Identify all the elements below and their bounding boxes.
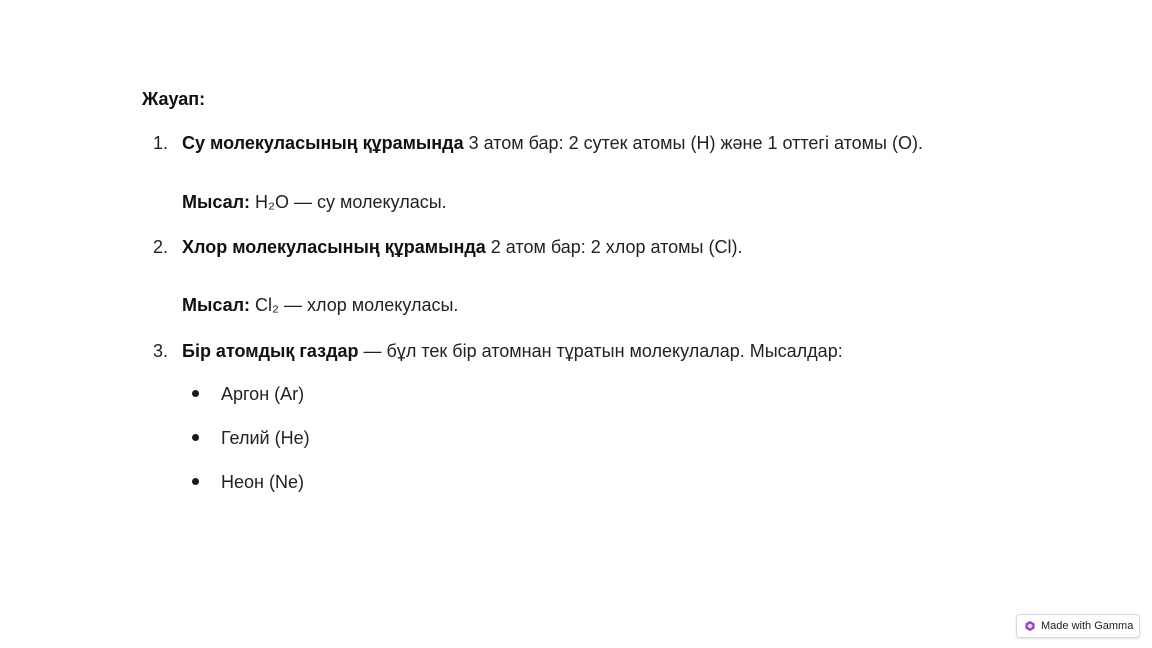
list-item-1-bold: Су молекуласының құрамында bbox=[182, 133, 464, 153]
list-item-3 bbox=[182, 339, 843, 363]
example-1-text: H₂O — су молекуласы. bbox=[250, 192, 447, 212]
bullet-dot-icon bbox=[192, 434, 199, 441]
list-item-2-text: 2 атом бар: 2 хлор атомы (Cl). bbox=[485, 237, 743, 257]
example-2-label: Мысал: bbox=[182, 295, 251, 315]
list-item-3-text: — бұл тек бір атомнан тұратын молекулалар. Мысалдар: bbox=[358, 341, 843, 361]
example-2-text: Cl₂ — хлор молекуласы. bbox=[250, 295, 459, 315]
gamma-logo-icon bbox=[1025, 621, 1035, 631]
bullet-item-argon: Аргон (Ar) bbox=[221, 384, 305, 404]
example-1 bbox=[182, 190, 447, 214]
bullet-item-neon: Неон (Ne) bbox=[221, 472, 304, 492]
list-item-2-bold: Хлор молекуласының құрамында bbox=[182, 237, 486, 257]
made-with-gamma-label: Made with Gamma bbox=[1041, 620, 1134, 632]
list-item-1 bbox=[182, 131, 923, 155]
list-number-1: 1. bbox=[153, 133, 169, 153]
list-item-1-text: 3 атом бар: 2 сутек атомы (H) және 1 оттегі атомы (O). bbox=[463, 133, 923, 153]
example-2 bbox=[182, 293, 458, 317]
bullet-dot-icon bbox=[192, 478, 199, 485]
answer-heading: Жауап: bbox=[142, 89, 206, 109]
bullet-dot-icon bbox=[192, 390, 199, 397]
list-item-2 bbox=[182, 235, 742, 259]
list-item-3-bold: Бір атомдық газдар bbox=[182, 341, 359, 361]
list-number-3: 3. bbox=[153, 341, 169, 361]
example-1-label: Мысал: bbox=[182, 192, 251, 212]
list-number-2: 2. bbox=[153, 237, 169, 257]
made-with-gamma-badge[interactable] bbox=[1016, 614, 1140, 638]
bullet-item-helium: Гелий (He) bbox=[221, 428, 310, 448]
